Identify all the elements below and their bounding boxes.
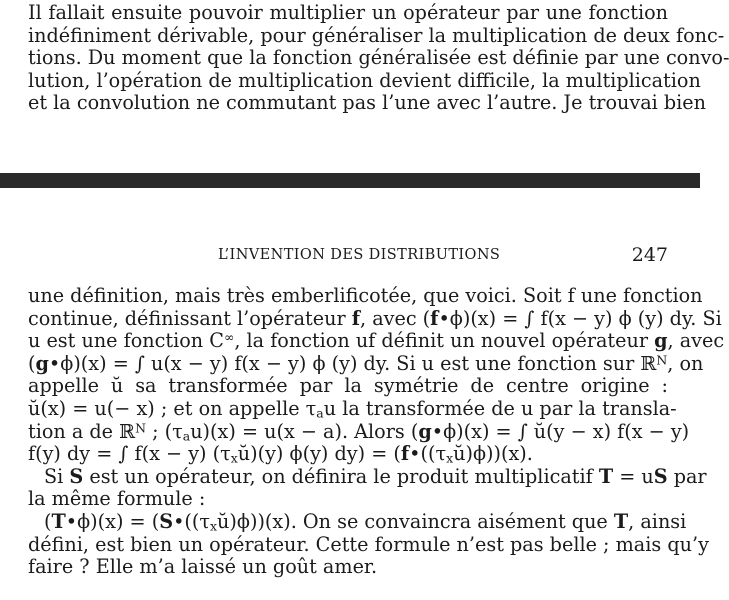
page-divider	[0, 173, 700, 188]
text-line: f(y) dy = ∫ f(x − y) $(\tau_xŭ)(y)$ ϕ(y) $dy) = (f•((\tau_xŭ)\phi))(x)$.	[28, 442, 533, 466]
text-line: défini, est bien un opérateur. Cette formule n’est pas belle ; mais qu’y	[28, 532, 709, 556]
text-line: une définition, mais très emberlificotée, que voici. Soit f une fonction	[28, 284, 703, 307]
text-line: ŭ(x) = u(− x) ; et on appelle $\tau_au$ la transformée de u par la transla-	[28, 396, 677, 421]
text-line: (T•ϕ)(x) = $(S•((\tau_xŭ)\phi))(x)$. On se convaincra aisément que T, ainsi	[44, 509, 687, 534]
running-header	[0, 244, 700, 268]
text-line: appelle ŭ sa transformée par la symétrie de centre origine :	[28, 374, 668, 398]
text-line: la même formule :	[28, 487, 206, 511]
text-line: indéfiniment dérivable, pour généraliser la multiplication de deux fonc-	[28, 23, 725, 47]
text-line: Il fallait ensuite pouvoir multiplier un opérateur par une fonction	[28, 1, 668, 24]
text-line: et la convolution ne commutant pas l’une avec l’autre. Je trouvai bien	[28, 91, 707, 115]
top-paragraph	[28, 1, 729, 115]
body-text	[28, 284, 725, 579]
text-line: tions. Du moment que la fonction généralisée est définie par une convo-	[28, 46, 729, 70]
text-line: tion a de ℝ$^N$ ; $(\tau_au)(x) = u(x - a)$. Alors (g•ϕ)(x) = ∫ ŭ(y − x) f(x − y)	[28, 419, 690, 444]
text-line: Si S est un opérateur, on définira le produit multiplicatif T = uS par	[44, 464, 707, 488]
running-title: L’INVENTION DES DISTRIBUTIONS	[218, 247, 501, 263]
text-line: continue, définissant l’opérateur f, avec (f•ϕ)(x) = ∫ f(x − y) ϕ (y) dy. Si	[28, 306, 722, 330]
page-number: 247	[631, 244, 668, 266]
text-line: u est une fonction C∞, la fonction uf définit un nouvel opérateur g, avec	[28, 329, 725, 353]
text-line: lution, l’opération de multiplication devient difficile, la multiplication	[28, 68, 701, 92]
text-line: faire ? Elle m’a laissé un goût amer.	[28, 555, 378, 579]
text-line: (g•ϕ)(x) = ∫ u(x − y) f(x − y) ϕ (y) dy. Si u est une fonction sur ℝ$^N$, on	[28, 351, 704, 375]
